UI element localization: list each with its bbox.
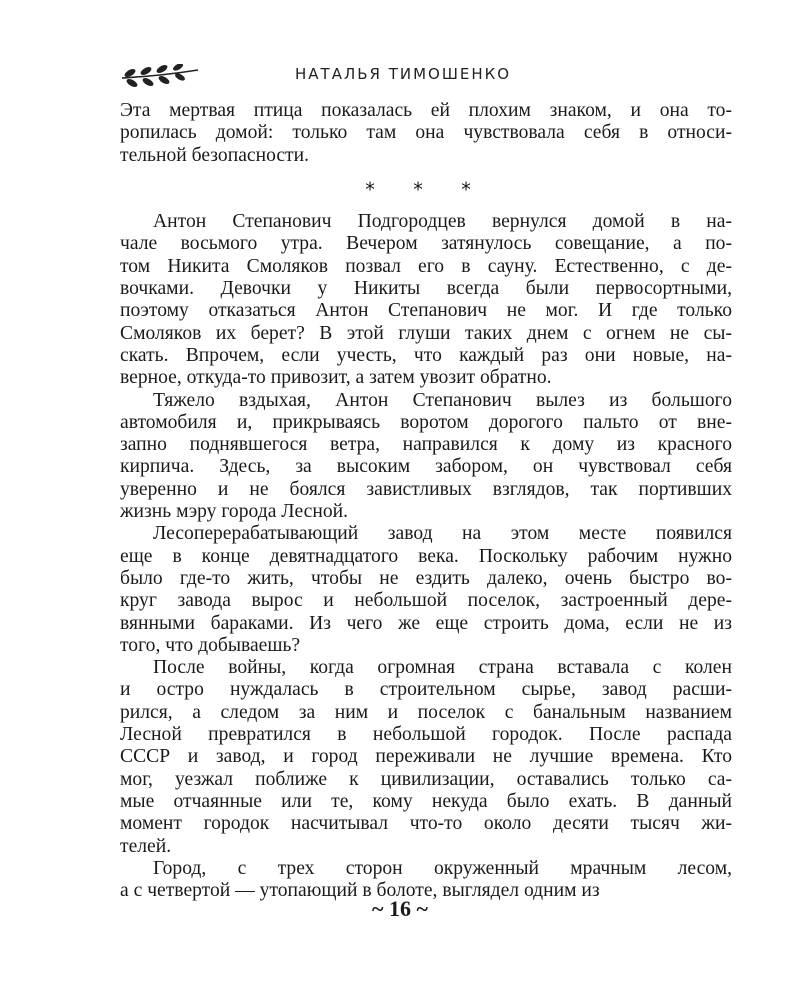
- text-line: поэтому отказаться Антон Степанович не мог. И где только: [120, 300, 732, 322]
- text-line: мог, уезжал поближе к цивилизации, оставались только са-: [120, 768, 732, 790]
- text-line: чале восьмого утра. Вечером затянулось совещание, а по-: [120, 233, 732, 255]
- text-line: уверенно и не боялся завистливых взглядов, так портивших: [120, 478, 732, 500]
- text-line: Смоляков их берет? В этой глуши таких днем с огнем не сы-: [120, 322, 732, 344]
- text-line: мые отчаянные или те, кому некуда было ехать. В данный: [120, 790, 732, 812]
- text-line: верное, откуда-то привозит, а затем увозит обратно.: [120, 367, 552, 389]
- text-line: круг завода вырос и небольшой поселок, застроенный дере-: [120, 590, 732, 612]
- author-name: НАТАЛЬЯ ТИМОШЕНКО: [295, 65, 512, 83]
- text-line: ропилась домой: только там она чувствовала себя в относи-: [120, 122, 732, 144]
- page-number: ~ 16 ~: [372, 896, 428, 921]
- text-line: того, что добываешь?: [120, 634, 301, 656]
- text-line: кирпича. Здесь, за высоким забором, он чувствовал себя: [120, 456, 732, 478]
- text-line: вочками. Девочки у Никиты всегда были первосортными,: [120, 278, 732, 300]
- paragraph: [120, 390, 732, 524]
- text-line: и остро нуждалась в строительном сырье, завод расши-: [120, 679, 732, 701]
- text-line: еще в конце девятнадцатого века. Поскольку рабочим нужно: [120, 545, 732, 567]
- running-header: [120, 62, 732, 92]
- text-line: а с четвертой — утопающий в болоте, выглядел одним из: [120, 880, 600, 902]
- branch-ornament-icon: [120, 64, 200, 88]
- text-line: Лесоперерабатывающий завод на этом месте появился: [153, 523, 732, 545]
- paragraph: [120, 211, 732, 389]
- paragraph: [120, 100, 732, 167]
- text-line: рился, а следом за ним и поселок с банальным названием: [120, 701, 732, 723]
- paragraph: [120, 523, 732, 657]
- page-body: [120, 100, 732, 902]
- text-line: автомобиля и, прикрываясь воротом дорогого пальто от вне-: [120, 411, 732, 433]
- text-line: момент городок насчитывал что-то около десяти тысяч жи-: [120, 813, 732, 835]
- text-line: После войны, когда огромная страна вставала с колен: [153, 657, 732, 679]
- text-line: жизнь мэру города Лесной.: [120, 501, 349, 523]
- text-line: скать. Впрочем, если учесть, что каждый раз они новые, на-: [120, 344, 732, 366]
- text-line: Лесной превратился в небольшой городок. После распада: [120, 724, 732, 746]
- text-line: Город, с трех сторон окруженный мрачным лесом,: [153, 857, 732, 879]
- text-line: тельной безопасности.: [120, 144, 310, 166]
- text-line: запно поднявшегося ветра, направился к дому из красного: [120, 434, 732, 456]
- text-line: Антон Степанович Подгородцев вернулся домой в на-: [153, 211, 732, 233]
- text-line: вянными бараками. Из чего же еще строить дома, если не из: [120, 612, 732, 634]
- text-line: телей.: [120, 835, 172, 857]
- text-line: было где-то жить, чтобы не ездить далеко, очень быстро во-: [120, 567, 732, 589]
- text-line: том Никита Смоляков позвал его в сауну. Естественно, с де-: [120, 255, 732, 277]
- paragraph: [120, 657, 732, 858]
- text-line: Тяжело вздыхая, Антон Степанович вылез из большого: [153, 389, 732, 411]
- section-separator: * * *: [365, 177, 487, 201]
- text-line: Эта мертвая птица показалась ей плохим знаком, и она то-: [120, 100, 732, 121]
- text-line: СССР и завод, и город переживали не лучшие времена. Кто: [120, 746, 732, 768]
